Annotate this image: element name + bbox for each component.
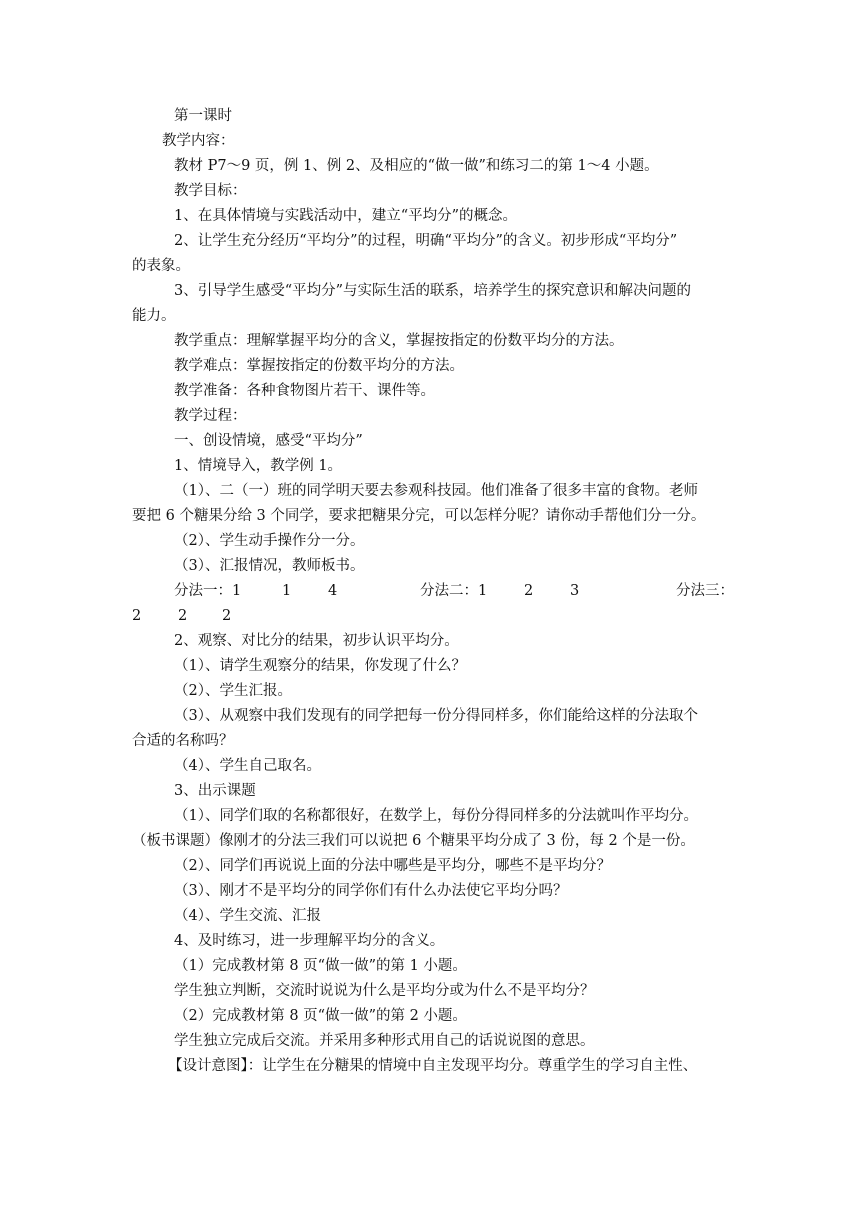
process-substep: （1）、二（一）班的同学明天要去参观科技园。他们准备了很多丰富的食物。老师 xyxy=(174,483,698,499)
process-step: 2、观察、对比分的结果，初步认识平均分。 xyxy=(174,633,459,649)
process-substep: （1）完成教材第 8 页“做一做”的第 1 小题。 xyxy=(174,958,467,974)
method-one-value: 1 xyxy=(282,583,292,599)
paragraph: 学生独立完成后交流。并采用多种形式用自己的话说说图的意思。 xyxy=(174,1033,595,1049)
process-substep: （4）、学生交流、汇报 xyxy=(174,908,321,924)
method-three-value: 2 xyxy=(132,608,142,624)
section-heading-goals: 教学目标： xyxy=(174,183,247,199)
process-substep: （2）、学生汇报。 xyxy=(174,683,292,699)
method-two-label: 分法二：1 xyxy=(420,583,488,599)
process-substep-continuation: 要把 6 个糖果分给 3 个同学，要求把糖果分完，可以怎样分呢？请你动手帮他们分一分。 xyxy=(132,508,706,524)
process-substep: （3）、汇报情况，教师板书。 xyxy=(174,558,365,574)
process-substep: （2）、同学们再说说上面的分法中哪些是平均分，哪些不是平均分？ xyxy=(174,858,611,874)
goal-item: 2、让学生充分经历“平均分”的过程，明确“平均分”的含义。初步形成“平均分” xyxy=(174,233,678,249)
goal-item-continuation: 的表象。 xyxy=(132,258,190,274)
goal-item: 1、在具体情境与实践活动中，建立“平均分”的概念。 xyxy=(174,208,518,224)
method-one-label: 分法一：1 xyxy=(174,583,242,599)
process-substep: （2）、学生动手操作分一分。 xyxy=(174,533,365,549)
goal-item-continuation: 能力。 xyxy=(132,308,176,324)
paragraph: 学生独立判断，交流时说说为什么是平均分或为什么不是平均分？ xyxy=(174,983,595,999)
method-three-value: 2 xyxy=(222,608,232,624)
document-body xyxy=(132,104,732,1079)
preparation: 教学准备：各种食物图片若干、课件等。 xyxy=(174,383,435,399)
method-two-value: 3 xyxy=(570,583,580,599)
method-three-value: 2 xyxy=(178,608,188,624)
process-substep-continuation: （板书课题）像刚才的分法三我们可以说把 6 个糖果平均分成了 3 份，每 2 个是一份。 xyxy=(132,833,695,849)
process-heading: 一、创设情境，感受“平均分” xyxy=(174,433,363,449)
division-methods-row-continuation xyxy=(132,604,732,629)
section-heading-process: 教学过程： xyxy=(174,408,247,424)
difficulty: 教学难点：掌握按指定的份数平均分的方法。 xyxy=(174,358,464,374)
section-heading-content: 教学内容： xyxy=(162,133,235,149)
goal-item: 3、引导学生感受“平均分”与实际生活的联系，培养学生的探究意识和解决问题的 xyxy=(174,283,692,299)
process-step: 3、出示课题 xyxy=(174,783,256,799)
process-substep: （1）、同学们取的名称都很好，在数学上，每份分得同样多的分法就叫作平均分。 xyxy=(174,808,698,824)
method-one-value: 4 xyxy=(328,583,338,599)
division-methods-row xyxy=(132,579,732,604)
method-two-value: 2 xyxy=(524,583,534,599)
process-step: 1、情境导入，教学例 1。 xyxy=(174,458,343,474)
process-substep: （3）、刚才不是平均分的同学你们有什么办法使它平均分吗？ xyxy=(174,883,568,899)
process-substep: （3）、从观察中我们发现有的同学把每一份分得同样多，你们能给这样的分法取个 xyxy=(174,708,698,724)
method-three-label: 分法三： xyxy=(676,583,734,599)
lesson-title: 第一课时 xyxy=(174,108,232,124)
process-step: 4、及时练习，进一步理解平均分的含义。 xyxy=(174,933,445,949)
design-intent: 【设计意图】：让学生在分糖果的情境中自主发现平均分。尊重学生的学习自主性、 xyxy=(168,1058,698,1074)
process-substep: （4）、学生自己取名。 xyxy=(174,758,321,774)
process-substep-continuation: 合适的名称吗？ xyxy=(132,733,234,749)
key-point: 教学重点：理解掌握平均分的含义，掌握按指定的份数平均分的方法。 xyxy=(174,333,624,349)
paragraph: 教材 P7～9 页，例 1、例 2、及相应的“做一做”和练习二的第 1～4 小题。 xyxy=(174,158,659,174)
process-substep: （2）完成教材第 8 页“做一做”的第 2 小题。 xyxy=(174,1008,467,1024)
process-substep: （1）、请学生观察分的结果，你发现了什么？ xyxy=(174,658,466,674)
